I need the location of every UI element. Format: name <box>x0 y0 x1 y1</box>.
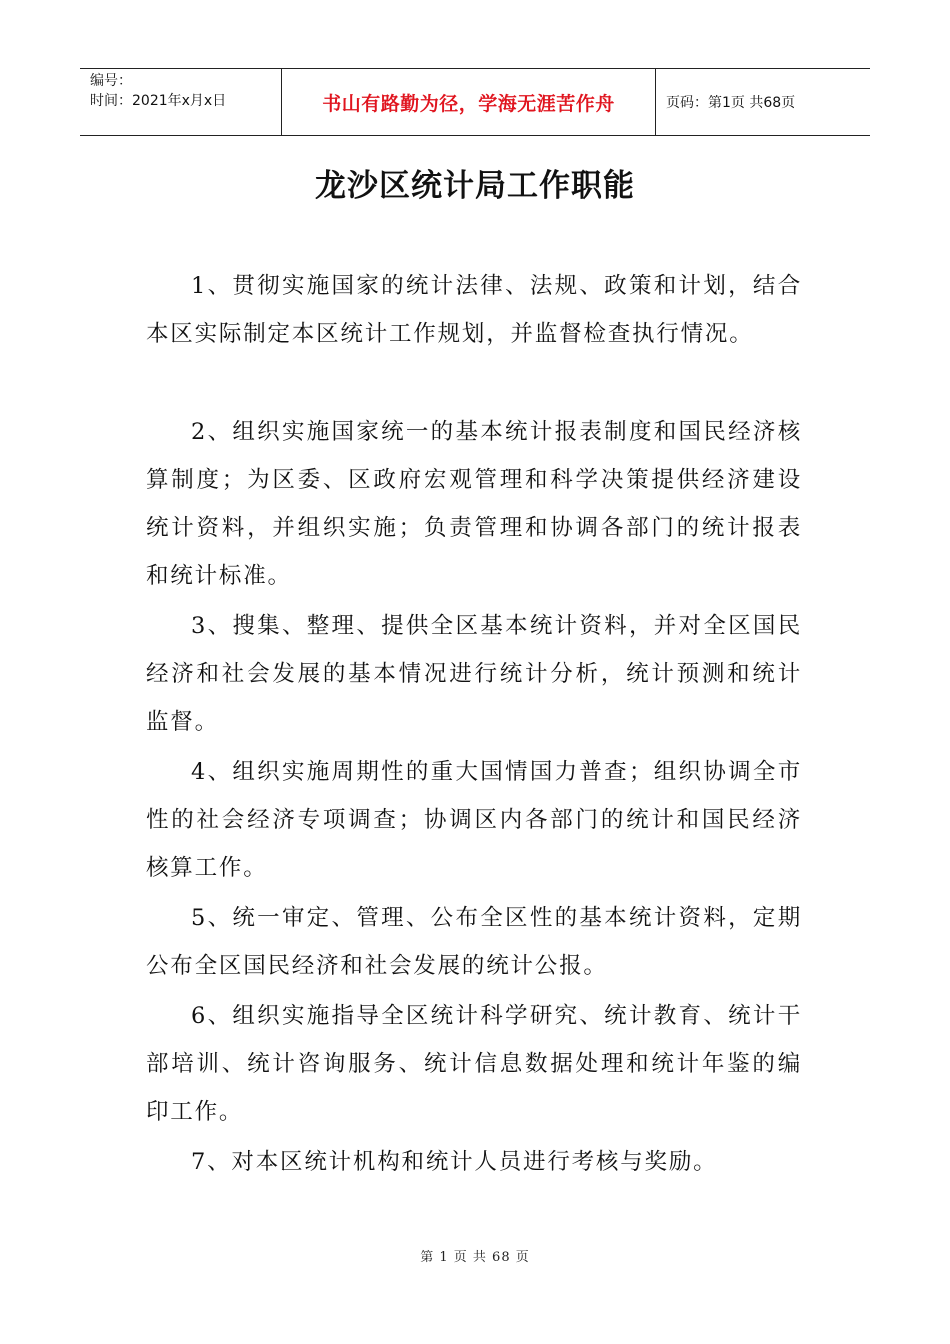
paragraph-4: 4、组织实施周期性的重大国情国力普查；组织协调全市性的社会经济专项调查；协调区内各部门的统计和国民经济核算工作。 <box>146 759 802 881</box>
time-label: 时间：2021年x月x日 <box>90 93 227 109</box>
document-header <box>80 68 870 136</box>
paragraph-7: 7、对本区统计机构和统计人员进行考核与奖励。 <box>191 1149 718 1175</box>
paragraph-3: 3、搜集、整理、提供全区基本统计资料，并对全区国民经济和社会发展的基本情况进行统计分析，统计预测和统计监督。 <box>146 613 802 735</box>
number-label: 编号： <box>90 73 132 89</box>
paragraph-6: 6、组织实施指导全区统计科学研究、统计教育、统计干部培训、统计咨询服务、统计信息数据处理和统计年鉴的编印工作。 <box>146 1003 802 1125</box>
document-body <box>146 262 802 1188</box>
motto-text: 书山有路勤为径，学海无涯苦作舟 <box>322 92 615 115</box>
header-meta-cell <box>80 69 282 135</box>
header-page-cell <box>656 69 870 135</box>
header-motto-cell <box>282 69 656 135</box>
document-title: 龙沙区统计局工作职能 <box>315 168 635 204</box>
paragraph-1: 1、贯彻实施国家的统计法律、法规、政策和计划，结合本区实际制定本区统计工作规划，并监督检查执行情况。 <box>146 273 802 347</box>
page-info: 页码：第1页 共68页 <box>666 95 796 111</box>
paragraph-2: 2、组织实施国家统一的基本统计报表制度和国民经济核算制度；为区委、区政府宏观管理和科学决策提供经济建设统计资料，并组织实施；负责管理和协调各部门的统计报表和统计标准。 <box>146 419 802 589</box>
paragraph-5: 5、统一审定、管理、公布全区性的基本统计资料，定期公布全区国民经济和社会发展的统计公报。 <box>146 905 802 979</box>
page-footer: 第 1 页 共 68 页 <box>420 1250 530 1265</box>
